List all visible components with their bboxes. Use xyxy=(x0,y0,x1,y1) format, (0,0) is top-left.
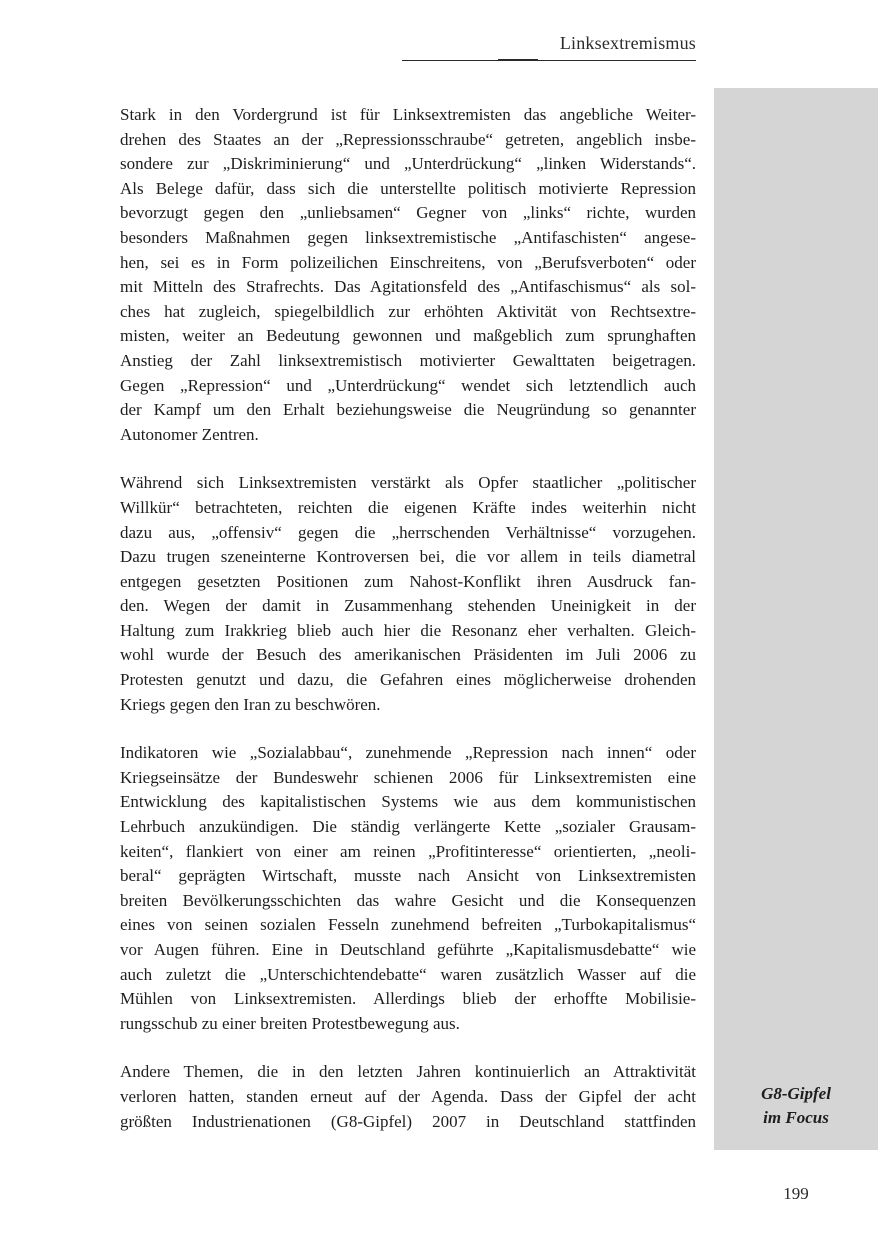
text-line: eines von seinen sozialen Fesseln zunehmend befreiten „Turbokapitalismus“ xyxy=(120,915,696,935)
margin-note xyxy=(714,1082,878,1130)
text-line: Während sich Linksextremisten verstärkt als Opfer staatlicher „politischer xyxy=(120,473,696,493)
text-line: der Kampf um den Erhalt beziehungsweise die Neugründung so genannter xyxy=(120,400,696,420)
text-line: Dazu trugen szeneinterne Kontroversen bei, die vor allem in teils diametral xyxy=(120,547,696,567)
paragraph xyxy=(120,1060,696,1134)
text-line: Als Belege dafür, dass sich die unterstellte politisch motivierte Repression xyxy=(120,178,696,198)
header-rule-accent xyxy=(498,59,538,61)
paragraph xyxy=(120,741,696,1036)
text-line: Protesten genutzt und dazu, die Gefahren eines möglicherweise drohenden xyxy=(120,670,696,690)
text-line: Kriegs gegen den Iran zu beschwören. xyxy=(120,694,381,714)
text-line: Autonomer Zentren. xyxy=(120,424,259,444)
header-title: Linksextremismus xyxy=(559,33,696,53)
running-header xyxy=(402,33,696,61)
text-line: misten, weiter an Bedeutung gewonnen und maßgeblich zum sprunghaften xyxy=(120,326,696,346)
text-line: Stark in den Vordergrund ist für Linksextremisten das angebliche Weiter- xyxy=(120,105,696,124)
text-line: entgegen gesetzten Positionen zum Nahost-Konflikt ihren Ausdruck fan- xyxy=(120,571,696,591)
text-line: Andere Themen, die in den letzten Jahren kontinuierlich an Attraktivität xyxy=(120,1062,696,1082)
text-line: Indikatoren wie „Sozialabbau“, zunehmende „Repression nach innen“ oder xyxy=(120,743,696,763)
margin-note-line: G8-Gipfel xyxy=(761,1084,831,1103)
text-line: mit Mitteln des Strafrechts. Das Agitationsfeld des „Antifaschismus“ als sol- xyxy=(120,277,696,297)
text-line: Kriegseinsätze der Bundeswehr schienen 2006 für Linksextremisten eine xyxy=(120,767,696,787)
text-line: ches hat zugleich, spiegelbildlich zur erhöhten Aktivität von Rechtsextre- xyxy=(120,301,696,321)
text-line: Entwicklung des kapitalistischen Systems wie aus dem kommunistischen xyxy=(120,792,696,812)
text-line: Anstieg der Zahl linksextremistisch motivierter Gewalttaten beigetragen. xyxy=(120,350,696,370)
text-line: Mühlen von Linksextremisten. Allerdings blieb der erhoffte Mobilisie- xyxy=(120,989,696,1009)
text-line: breiten Bevölkerungsschichten das wahre Gesicht und die Konsequenzen xyxy=(120,890,696,910)
text-line: dazu aus, „offensiv“ gegen die „herrschenden Verhältnisse“ vorzugehen. xyxy=(120,522,696,542)
text-line: bevorzugt gegen den „unliebsamen“ Gegner von „links“ richte, wurden xyxy=(120,203,696,223)
page-number: 199 xyxy=(783,1184,809,1203)
main-text xyxy=(120,103,696,1158)
text-line: Lehrbuch anzukündigen. Die ständig verlängerte Kette „sozialer Grausam- xyxy=(120,817,696,837)
sidebar-margin-panel xyxy=(714,88,878,1150)
text-line: auch zuletzt die „Unterschichtendebatte“ waren zusätzlich Wasser auf die xyxy=(120,964,696,984)
text-line: keiten“, flankiert von einer am reinen „Profitinteresse“ orientierten, „neoli- xyxy=(120,841,696,861)
paragraph xyxy=(120,471,696,717)
text-line: hen, sei es in Form polizeilichen Einschreitens, von „Berufsverboten“ oder xyxy=(120,252,696,272)
margin-note-line: im Focus xyxy=(763,1108,829,1127)
text-line: besonders Maßnahmen gegen linksextremistische „Antifaschisten“ angese- xyxy=(120,227,696,247)
text-line: wohl wurde der Besuch des amerikanischen Präsidenten im Juli 2006 zu xyxy=(120,645,696,665)
text-line: vor Augen führen. Eine in Deutschland geführte „Kapitalismusdebatte“ wie xyxy=(120,940,696,959)
paragraph xyxy=(120,103,696,447)
text-line: verloren hatten, standen erneut auf der Agenda. Dass der Gipfel der acht xyxy=(120,1086,696,1106)
header-rule xyxy=(402,60,696,61)
text-line: den. Wegen der damit in Zusammenhang stehenden Uneinigkeit in der xyxy=(120,596,696,616)
text-line: größten Industrienationen (G8-Gipfel) 2007 in Deutschland stattfinden xyxy=(120,1111,696,1131)
text-line: Haltung zum Irakkrieg blieb auch hier die Resonanz eher verhalten. Gleich- xyxy=(120,620,696,640)
text-line: Gegen „Repression“ und „Unterdrückung“ wendet sich letztendlich auch xyxy=(120,375,696,395)
text-line: drehen des Staates an der „Repressionsschraube“ getreten, angeblich insbe- xyxy=(120,129,696,149)
text-line: beral“ geprägten Wirtschaft, musste nach Ansicht von Linksextremisten xyxy=(120,866,696,886)
text-line: rungsschub zu einer breiten Protestbewegung aus. xyxy=(120,1013,460,1033)
text-line: Willkür“ betrachteten, reichten die eigenen Kräfte indes weiterhin nicht xyxy=(120,497,696,517)
text-line: sondere zur „Diskriminierung“ und „Unterdrückung“ „linken Widerstands“. xyxy=(120,154,696,174)
